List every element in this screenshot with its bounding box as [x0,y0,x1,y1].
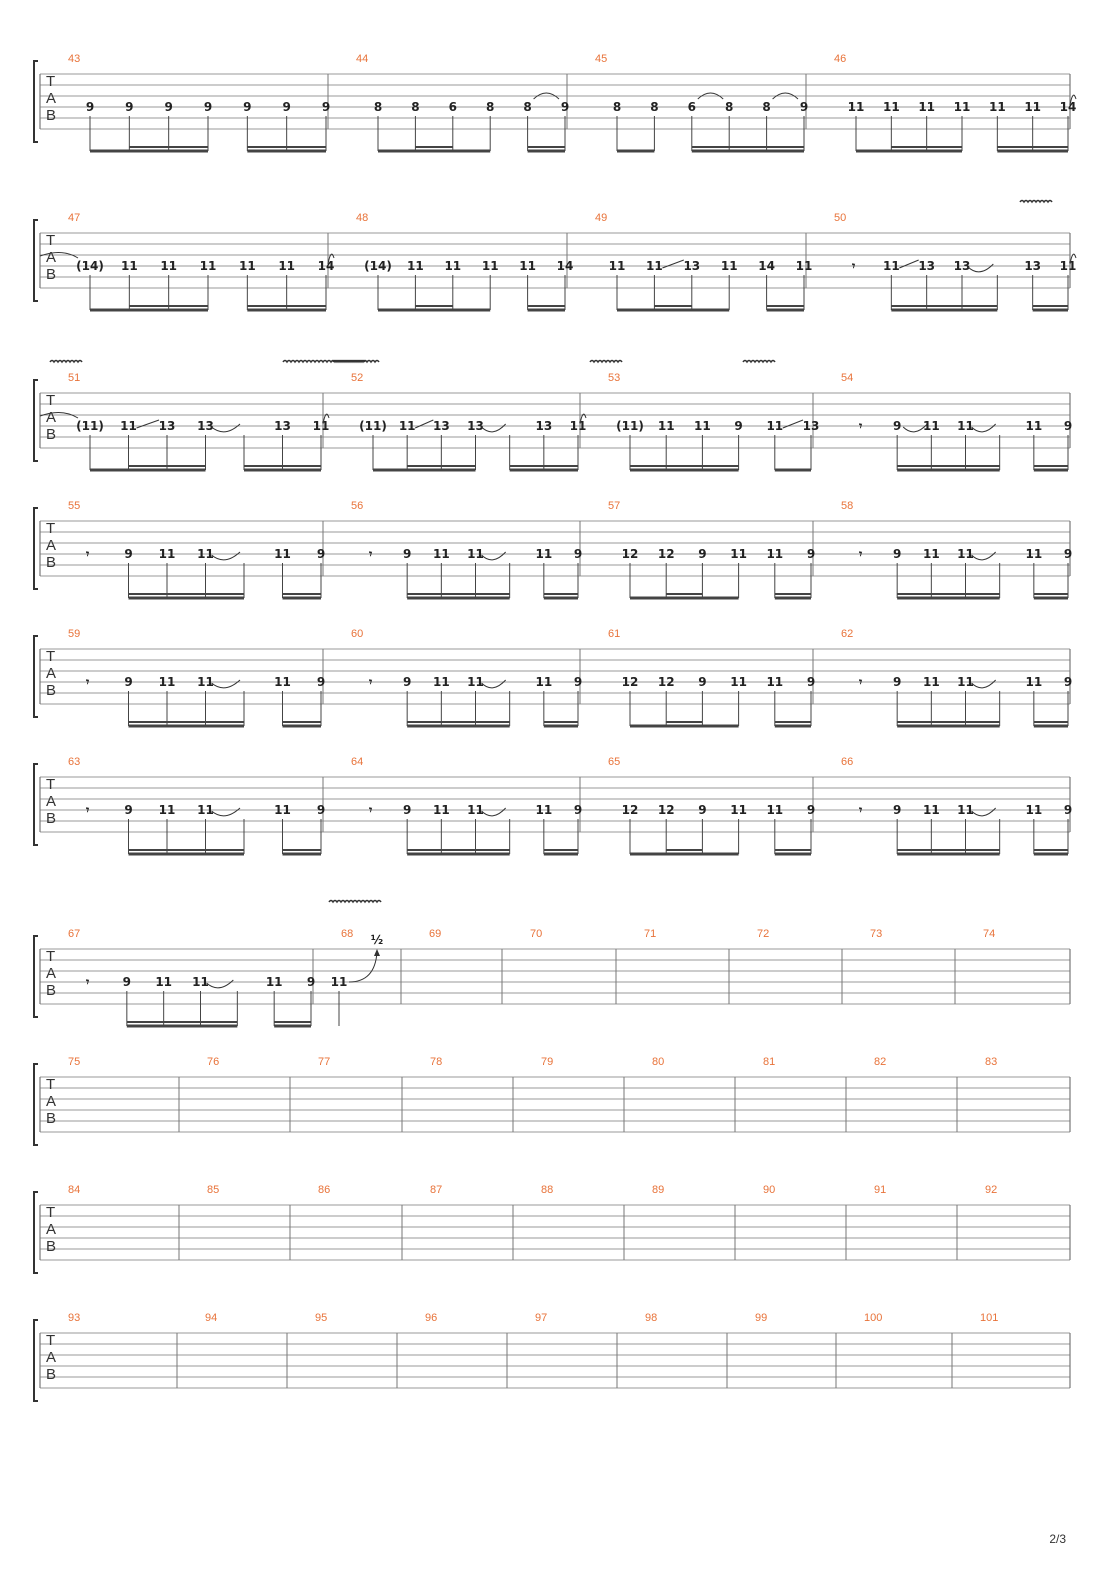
rest-symbol: 𝄾 [852,259,856,273]
measure-number: 59 [68,628,81,640]
fret-number: 9 [402,803,412,817]
fret-number: 9 [892,547,902,561]
fret-number: 12 [657,547,675,561]
tab-clef-letter: T [46,1332,56,1349]
fret-number: 11 [657,419,675,433]
tab-system [34,628,1072,726]
fret-number: 11 [922,547,940,561]
measure-number: 91 [874,1184,887,1196]
tab-clef-letter: T [46,392,56,409]
fret-number: 11 [1025,675,1043,689]
tab-clef-letter: A [46,1093,57,1110]
tab-system [34,1312,1070,1401]
staff-bracket [34,220,38,301]
tab-clef-letter: A [46,1221,57,1238]
tie-arc [972,680,996,688]
vibrato-mark [329,901,381,903]
fret-number: 11 [957,675,974,689]
fret-number: 11 [444,259,462,273]
fret-number: 11 [1025,803,1043,817]
fret-number: 11 [730,547,747,561]
rest-symbol: 𝄾 [859,803,863,817]
measure-number: 87 [430,1184,443,1196]
fret-number: 14 [1059,100,1077,114]
vibrato-mark [590,361,622,363]
measure-number: 81 [763,1056,776,1068]
staff-bracket [34,380,38,461]
fret-number: 11 [155,975,173,989]
fret-number: 11 [922,803,940,817]
fret-number: 6 [687,100,696,114]
tie-arc [972,808,996,816]
tab-clef-letter: B [46,1366,57,1383]
fret-number: 9 [573,675,583,689]
measure-number: 92 [985,1184,998,1196]
fret-number: 9 [806,547,816,561]
vibrato-mark [743,361,775,363]
measure-number: 51 [68,372,81,384]
fret-number: 11 [882,259,900,273]
fret-number: 6 [448,100,457,114]
fret-number: 9 [698,803,707,817]
measure-number: 66 [841,756,854,768]
fret-number: 11 [432,675,450,689]
tab-clef-letter: A [46,249,57,266]
fret-number: 9 [698,675,707,689]
fret-number: 9 [85,100,95,114]
fret-number: 9 [560,100,570,114]
fret-number: 13 [432,419,450,433]
fret-number: 9 [1063,675,1073,689]
measure-number: 85 [207,1184,220,1196]
measure-number: 62 [841,628,854,640]
measure-number: 96 [425,1312,438,1324]
fret-number: 12 [621,803,639,817]
measure-number: 63 [68,756,81,768]
fret-number: 11 [238,259,256,273]
measure-number: 60 [351,628,364,640]
staff-bracket [34,636,38,717]
fret-number: 8 [612,100,622,114]
fret-number: 12 [657,675,675,689]
fret-number: 11 [766,419,784,433]
staff-bracket [34,936,38,1017]
measure-number: 79 [541,1056,554,1068]
fret-number: 11 [278,259,296,273]
measure-number: 67 [68,928,81,940]
measure-number: 77 [318,1056,331,1068]
fret-number: 8 [486,100,495,114]
fret-number: 11 [957,803,974,817]
measure-number: 80 [652,1056,665,1068]
measure-number: 100 [864,1312,883,1324]
tab-clef-letter: A [46,965,57,982]
fret-number: 11 [1024,100,1042,114]
tab-clef-letter: A [46,409,57,426]
fret-number: 9 [698,547,707,561]
fret-number: 11 [160,259,178,273]
measure-number: 65 [608,756,621,768]
fret-number: 11 [847,100,865,114]
tab-clef-letter: A [46,90,57,107]
fret-number: 11 [158,803,176,817]
measure-number: 46 [834,53,847,65]
fret-number: 11 [265,975,283,989]
fret-number: 11 [569,419,587,433]
slide-line [662,260,683,268]
tab-clef-letter: B [46,1110,57,1127]
fret-number: 13 [158,419,176,433]
tab-system [34,361,1072,471]
fret-number: (11) [76,419,104,433]
fret-number: 9 [892,675,902,689]
tie-arc [482,424,506,432]
fret-number: 11 [274,803,291,817]
fret-number: 9 [402,547,412,561]
measure-number: 84 [68,1184,81,1196]
fret-number: 11 [407,259,424,273]
fret-number: 9 [1063,803,1073,817]
fret-number: 11 [953,100,971,114]
bend-amount: ½ [370,933,384,947]
tab-clef-letter: B [46,266,57,283]
measure-number: 86 [318,1184,331,1196]
fret-number: 9 [806,803,816,817]
measure-number: 64 [351,756,364,768]
measure-number: 47 [68,212,81,224]
fret-number: 11 [330,975,348,989]
fret-number: 11 [192,975,209,989]
measure-number: 70 [530,928,543,940]
measure-number: 43 [68,53,81,65]
fret-number: 9 [734,419,743,433]
measure-number: 44 [356,53,369,65]
rest-symbol: 𝄾 [859,547,863,561]
measure-number: 68 [341,928,354,940]
measure-number: 71 [644,928,657,940]
fret-number: 11 [957,419,974,433]
fret-number: 11 [199,259,217,273]
measure-number: 99 [755,1312,768,1324]
fret-number: 11 [720,259,738,273]
tab-clef-letter: B [46,982,57,999]
fret-number: 13 [683,259,701,273]
tab-clef-letter: B [46,107,57,124]
tab-clef-letter: T [46,1204,56,1221]
measure-number: 69 [429,928,442,940]
rest-symbol: 𝄾 [369,803,373,817]
tab-clef-letter: T [46,648,56,665]
tie-arc [968,264,993,272]
fret-number: 9 [124,803,133,817]
measure-number: 61 [608,628,621,640]
tab-clef-letter: B [46,554,57,571]
fret-number: (14) [364,259,392,273]
fret-number: 11 [481,259,499,273]
fret-number: 14 [556,259,574,273]
measure-number: 56 [351,500,364,512]
fret-number: 9 [124,547,133,561]
fret-number: 11 [120,259,138,273]
fret-number: 11 [882,100,900,114]
fret-number: 8 [725,100,734,114]
measure-number: 58 [841,500,854,512]
measure-number: 82 [874,1056,887,1068]
tab-system [34,1184,1070,1273]
fret-number: (11) [359,419,387,433]
tab-clef-letter: T [46,776,56,793]
fret-number: 13 [953,259,971,273]
slide-line [783,420,803,428]
measure-number: 50 [834,212,847,224]
measure-number: 93 [68,1312,81,1324]
slide-line [415,420,433,428]
tab-clef-letter: B [46,1238,57,1255]
measure-number: 89 [652,1184,665,1196]
fret-number: 9 [316,803,326,817]
fret-number: 8 [762,100,771,114]
bend-arrow [349,952,377,982]
fret-number: 11 [432,547,450,561]
staff-bracket [34,1064,38,1145]
fret-number: 11 [158,675,176,689]
fret-number: 9 [799,100,809,114]
tab-clef-letter: B [46,682,57,699]
tie-arc [212,680,241,688]
fret-number: 11 [467,803,484,817]
tie-arc [482,808,506,816]
fret-number: 11 [432,803,450,817]
rest-symbol: 𝄾 [86,547,90,561]
fret-number: 12 [657,803,675,817]
tab-system [34,53,1076,151]
fret-number: 11 [646,259,663,273]
fret-number: 9 [1063,419,1073,433]
measure-number: 83 [985,1056,998,1068]
tab-system [34,500,1072,598]
measure-number: 49 [595,212,608,224]
fret-number: 9 [892,803,902,817]
measure-number: 55 [68,500,81,512]
fret-number: 9 [125,100,134,114]
fret-number: 11 [274,547,291,561]
fret-number: 11 [730,675,747,689]
fret-number: 9 [402,675,412,689]
measure-number: 48 [356,212,369,224]
fret-number: 13 [197,419,214,433]
measure-number: 54 [841,372,854,384]
vibrato-mark [1020,201,1052,203]
fret-number: 13 [1024,259,1042,273]
measure-number: 90 [763,1184,776,1196]
fret-number: 9 [282,100,291,114]
fret-number: 11 [766,803,784,817]
fret-number: 8 [650,100,659,114]
fret-number: 11 [988,100,1006,114]
measure-number: 94 [205,1312,218,1324]
fret-number: 9 [321,100,331,114]
fret-number: 11 [274,675,291,689]
measure-number: 45 [595,53,608,65]
measure-number: 76 [207,1056,220,1068]
tab-clef-letter: A [46,665,57,682]
staff-bracket [34,764,38,845]
rest-symbol: 𝄾 [86,975,90,989]
rest-symbol: 𝄾 [859,675,863,689]
tie-arc [212,808,241,816]
measure-number: 98 [645,1312,658,1324]
fret-number: 11 [766,675,784,689]
fret-number: 9 [892,419,902,433]
fret-number: 11 [694,419,711,433]
fret-number: 11 [795,259,813,273]
measure-number: 95 [315,1312,328,1324]
measure-number: 57 [608,500,621,512]
measure-number: 88 [541,1184,554,1196]
tab-clef-letter: A [46,793,57,810]
measure-number: 101 [980,1312,999,1324]
tab-clef-letter: T [46,520,56,537]
fret-number: 11 [312,419,330,433]
tie-arc [212,552,241,560]
fret-number: 11 [535,547,553,561]
measure-number: 73 [870,928,883,940]
fret-number: 11 [535,675,553,689]
slide-line [899,260,918,268]
fret-number: 11 [467,547,484,561]
fret-number: 11 [197,547,214,561]
measure-number: 52 [351,372,364,384]
tie-arc [482,680,506,688]
fret-number: 13 [535,419,553,433]
fret-number: 13 [467,419,484,433]
tab-system [34,201,1076,311]
fret-number: 11 [197,675,214,689]
tab-clef-letter: B [46,810,57,827]
tab-clef-letter: A [46,537,57,554]
fret-number: 9 [316,547,326,561]
measure-number: 78 [430,1056,443,1068]
tab-clef-letter: T [46,73,56,90]
fret-number: 13 [918,259,936,273]
fret-number: 11 [467,675,484,689]
fret-number: 11 [957,547,974,561]
fret-number: 9 [1063,547,1073,561]
fret-number: 8 [373,100,383,114]
tab-system [34,756,1072,854]
fret-number: 11 [535,803,553,817]
fret-number: (11) [616,419,644,433]
rest-symbol: 𝄾 [369,675,373,689]
tie-arc [207,980,234,988]
slide-line [137,420,160,428]
fret-number: 9 [573,547,583,561]
tab-clef-letter: B [46,426,57,443]
fret-number: 11 [918,100,936,114]
fret-number: 11 [1025,547,1043,561]
fret-number: 11 [197,803,214,817]
rest-symbol: 𝄾 [859,419,863,433]
staff-bracket [34,508,38,589]
vibrato-mark [50,361,82,363]
fret-number: 11 [608,259,626,273]
fret-number: 9 [124,675,133,689]
fret-number: 11 [1025,419,1043,433]
staff-bracket [34,61,38,142]
fret-number: 12 [621,675,639,689]
rest-symbol: 𝄾 [369,547,373,561]
fret-number: 11 [730,803,747,817]
fret-number: 13 [274,419,291,433]
tab-clef-letter: T [46,232,56,249]
measure-number: 72 [757,928,770,940]
fret-number: 13 [802,419,820,433]
fret-number: 12 [621,547,639,561]
fret-number: 8 [523,100,532,114]
fret-number: 9 [164,100,173,114]
tab-system [34,1056,1070,1145]
bend-arrowhead [374,949,380,956]
tab-clef-letter: T [46,948,56,965]
fret-number: 9 [122,975,132,989]
page-number: 2/3 [1049,1532,1066,1546]
fret-number: 11 [519,259,536,273]
fret-number: 11 [922,419,940,433]
staff-bracket [34,1320,38,1401]
fret-number: 8 [411,100,420,114]
fret-number: 11 [120,419,137,433]
tab-clef-letter: T [46,1076,56,1093]
fret-number: 9 [243,100,252,114]
fret-number: 11 [922,675,940,689]
fret-number: 11 [766,547,784,561]
tie-arc [482,552,506,560]
tab-clef-letter: A [46,1349,57,1366]
staff-bracket [34,1192,38,1273]
tie-arc [212,424,241,432]
tab-system [34,901,1070,1027]
fret-number: (14) [76,259,104,273]
fret-number: 14 [758,259,775,273]
fret-number: 9 [316,675,326,689]
fret-number: 11 [158,547,176,561]
fret-number: 11 [398,419,416,433]
rest-symbol: 𝄾 [86,675,90,689]
fret-number: 14 [317,259,335,273]
fret-number: 9 [806,675,816,689]
fret-number: 9 [306,975,316,989]
measure-number: 97 [535,1312,548,1324]
tie-arc [972,424,996,432]
measure-number: 53 [608,372,621,384]
fret-number: 9 [573,803,583,817]
fret-number: 9 [203,100,213,114]
measure-number: 75 [68,1056,81,1068]
fret-number: 11 [1059,259,1077,273]
measure-number: 74 [983,928,996,940]
tie-arc [972,552,996,560]
rest-symbol: 𝄾 [86,803,90,817]
